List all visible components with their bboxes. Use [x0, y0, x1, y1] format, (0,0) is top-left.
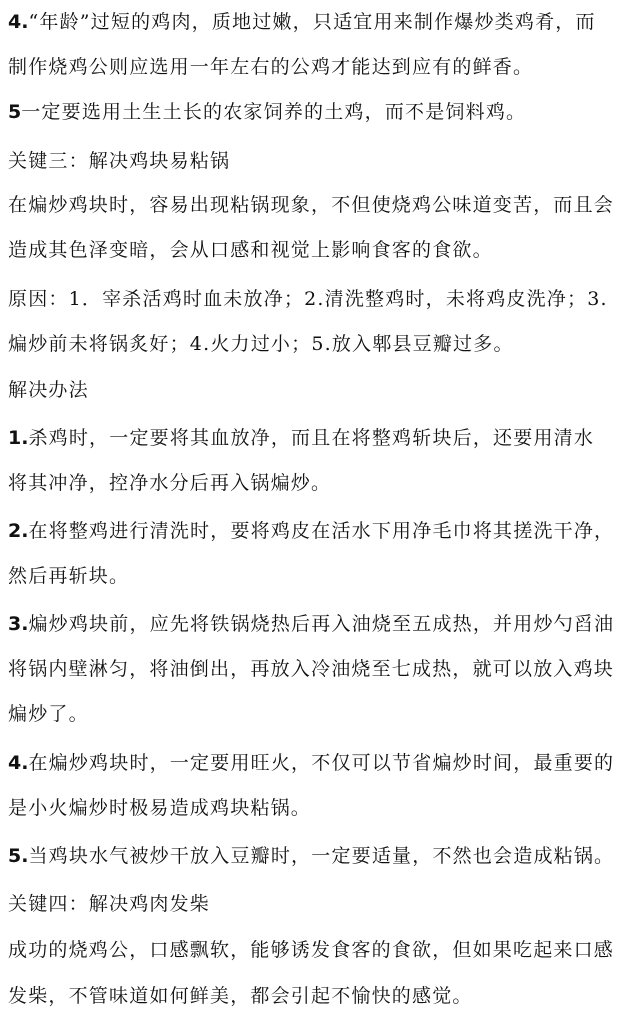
item-number: 5. — [8, 845, 29, 867]
line-text: 煸炒鸡块前，应先将铁锅烧热后再入油烧至五成热，并用炒勺舀油 — [28, 613, 615, 635]
paragraph-line — [8, 237, 493, 263]
line-text: 解决办法 — [8, 379, 89, 401]
paragraph-line — [8, 192, 614, 218]
line-text: 煸炒了。 — [8, 703, 89, 725]
paragraph-line — [8, 843, 614, 869]
paragraph-line — [8, 563, 129, 589]
paragraph-line — [8, 286, 608, 312]
line-text: 一定要选用土生土长的农家饲养的土鸡，而不是饲料鸡。 — [21, 101, 527, 123]
paragraph-line — [8, 54, 533, 80]
line-text: 杀鸡时，一定要将其血放净，而且在将整鸡斩块后，还要用清水 — [28, 427, 595, 449]
line-text: 然后再斩块。 — [8, 565, 130, 587]
line-text: 造成其色泽变暗，会从口感和视觉上影响食客的食欲。 — [8, 239, 493, 261]
line-text: 关键三：解决鸡块易粘锅 — [8, 150, 231, 172]
line-text: 煸炒前未将锅炙好；4.火力过小；5.放入郫县豆瓣过多。 — [8, 333, 514, 355]
section-heading — [8, 377, 89, 403]
paragraph-line — [8, 425, 594, 451]
line-text: 将其冲净，控净水分后再入锅煸炒。 — [8, 472, 332, 494]
paragraph-line — [8, 470, 331, 496]
item-number: 4. — [8, 11, 29, 33]
item-number: 3. — [8, 613, 29, 635]
line-text: 成功的烧鸡公，口感飘软，能够诱发食客的食欲，但如果吃起来口感 — [8, 939, 615, 961]
item-number: 5 — [8, 101, 22, 123]
paragraph-line — [8, 9, 596, 35]
paragraph-line — [8, 611, 614, 637]
paragraph-line — [8, 331, 514, 357]
paragraph-line — [8, 937, 614, 963]
line-text: 在将整鸡进行清洗时，要将鸡皮在活水下用净毛巾将其搓洗干净， — [28, 520, 615, 542]
item-number: 4. — [8, 752, 29, 774]
paragraph-line — [8, 99, 526, 125]
line-text: 是小火煸炒时极易造成鸡块粘锅。 — [8, 797, 312, 819]
paragraph-line — [8, 518, 614, 544]
line-text: 关键四：解决鸡肉发柴 — [8, 893, 211, 915]
line-text: 原因：1．宰杀活鸡时血未放净；2.清洗整鸡时，未将鸡皮洗净；3. — [8, 288, 608, 310]
line-text: 在煸炒鸡块时，一定要用旺火，不仅可以节省煸炒时间，最重要的 — [28, 752, 615, 774]
line-text: 制作烧鸡公则应选用一年左右的公鸡才能达到应有的鲜香。 — [8, 56, 534, 78]
paragraph-line — [8, 701, 89, 727]
line-text: 发柴，不管味道如何鲜美，都会引起不愉快的感觉。 — [8, 985, 473, 1007]
item-number: 2. — [8, 520, 29, 542]
paragraph-line — [8, 750, 614, 776]
line-text: 当鸡块水气被炒干放入豆瓣时，一定要适量，不然也会造成粘锅。 — [28, 845, 615, 867]
paragraph-line — [8, 795, 311, 821]
item-number: 1. — [8, 427, 29, 449]
paragraph-line — [8, 983, 473, 1009]
paragraph-line — [8, 656, 614, 682]
line-text: 将锅内壁淋匀，将油倒出，再放入冷油烧至七成热，就可以放入鸡块 — [8, 658, 615, 680]
line-text: 在煸炒鸡块时，容易出现粘锅现象，不但使烧鸡公味道变苦，而且会 — [8, 194, 615, 216]
section-heading — [8, 891, 210, 917]
line-text: “年龄”过短的鸡肉，质地过嫩，只适宜用来制作爆炒类鸡肴，而 — [28, 11, 596, 33]
section-heading — [8, 148, 230, 174]
